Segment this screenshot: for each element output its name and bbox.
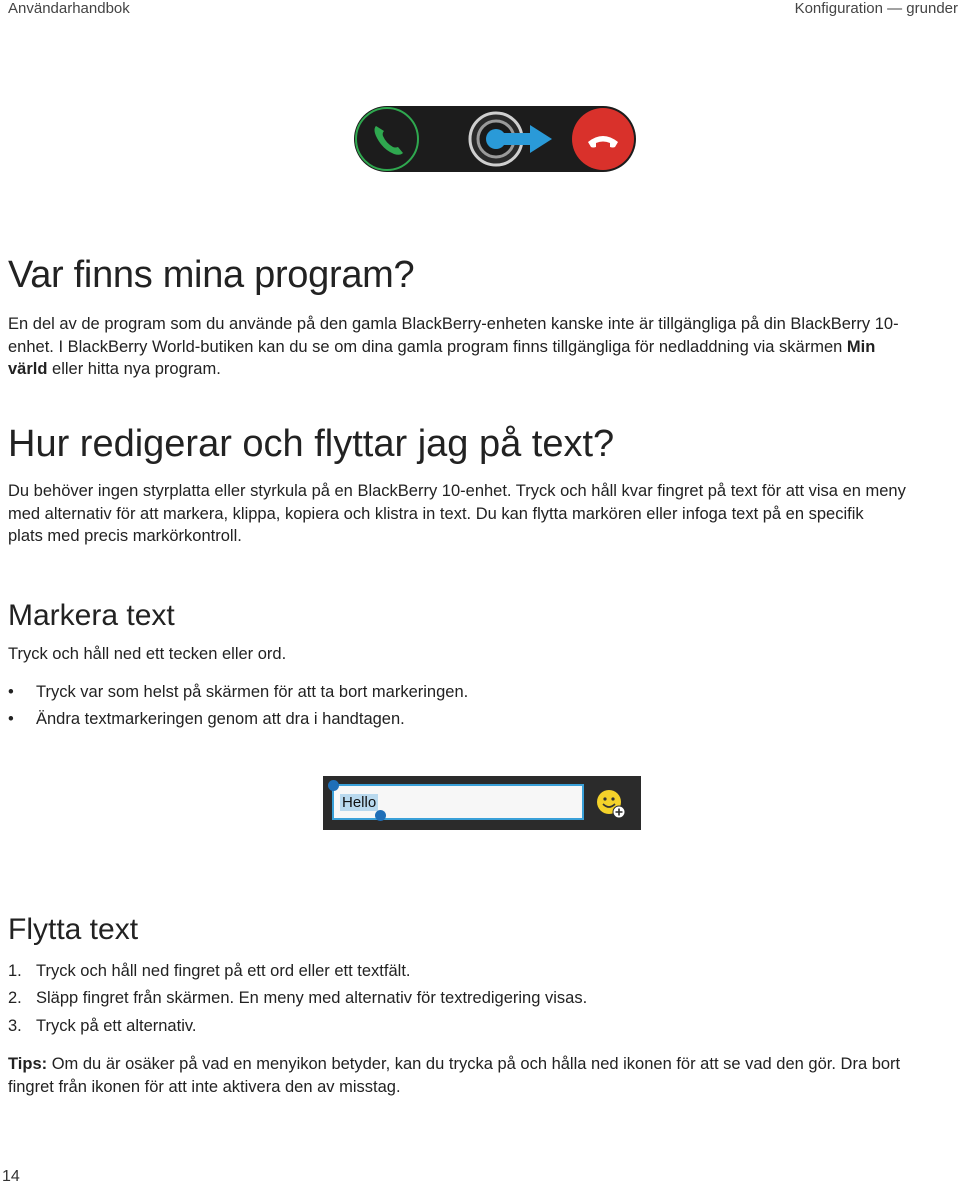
programs-paragraph: [8, 313, 954, 381]
select-text-intro: Tryck och håll ned ett tecken eller ord.: [8, 645, 287, 663]
edit-line-3: plats med precis markörkontroll.: [8, 527, 242, 545]
bullet-dot: •: [8, 683, 14, 701]
phone-reject-icon: [572, 108, 634, 170]
section-title-select-text: Markera text: [8, 599, 175, 632]
programs-line-2: enhet. I BlackBerry World-butiken kan du se om dina gamla program finns tillgängliga för nedladdning via skärmen: [8, 337, 843, 356]
call-answer-slider: [354, 106, 636, 172]
edit-line-2: med alternativ för att markera, klippa, kopiera och klistra in text. Du kan flytta markören eller infoga text på en specifik: [8, 504, 864, 523]
step-text: Tryck och håll ned fingret på ett ord eller ett textfält.: [36, 962, 411, 980]
edit-line-1: Du behöver ingen styrplatta eller styrkula på en BlackBerry 10-enhet. Tryck och håll kvar fingret på text för att visa en meny: [8, 482, 906, 500]
selection-handle-start: [328, 780, 339, 791]
varld-bold: värld: [8, 360, 48, 378]
tip-line-2: fingret från ikonen för att inte aktivera den av misstag.: [8, 1077, 401, 1096]
programs-line-3: eller hitta nya program.: [52, 360, 221, 378]
bullet-text: Ändra textmarkeringen genom att dra i handtagen.: [36, 710, 405, 728]
step-number: 3.: [8, 1017, 22, 1035]
phone-accept-icon: [356, 108, 418, 170]
running-header-left: Användarhandbok: [8, 0, 130, 17]
programs-line-1: En del av de program som du använde på den gamla BlackBerry-enheten kanske inte är tillgängliga på din BlackBerry 10-: [8, 315, 899, 333]
bullet-text: Tryck var som helst på skärmen för att ta bort markeringen.: [36, 683, 469, 701]
step-text: Släpp fingret från skärmen. En meny med alternativ för textredigering visas.: [36, 989, 588, 1007]
selection-handle-end: [375, 810, 386, 821]
emoticon-icon: [596, 789, 626, 819]
example-text-field: [332, 784, 584, 820]
bullet-dot: •: [8, 710, 14, 728]
tip-line-1: Om du är osäker på vad en menyikon betyder, kan du trycka på och hålla ned ikonen för att se vad den gör. Dra bort: [51, 1055, 901, 1073]
text-selection-example: [323, 776, 641, 830]
min-bold: Min: [846, 337, 876, 356]
page-number: 14: [2, 1168, 20, 1185]
running-header-right: Konfiguration — grunder: [794, 0, 958, 17]
section-title-programs: Var finns mina program?: [8, 254, 415, 296]
tip-paragraph: [8, 1053, 954, 1098]
section-title-edit-text: Hur redigerar och flyttar jag på text?: [8, 423, 615, 465]
step-number: 1.: [8, 962, 22, 980]
step-text: Tryck på ett alternativ.: [36, 1017, 197, 1035]
tip-label: Tips:: [8, 1055, 48, 1073]
step-number: 2.: [8, 989, 22, 1007]
edit-text-paragraph: [8, 480, 954, 548]
selected-word: Hello: [342, 794, 377, 811]
section-title-move-text: Flytta text: [8, 913, 139, 946]
